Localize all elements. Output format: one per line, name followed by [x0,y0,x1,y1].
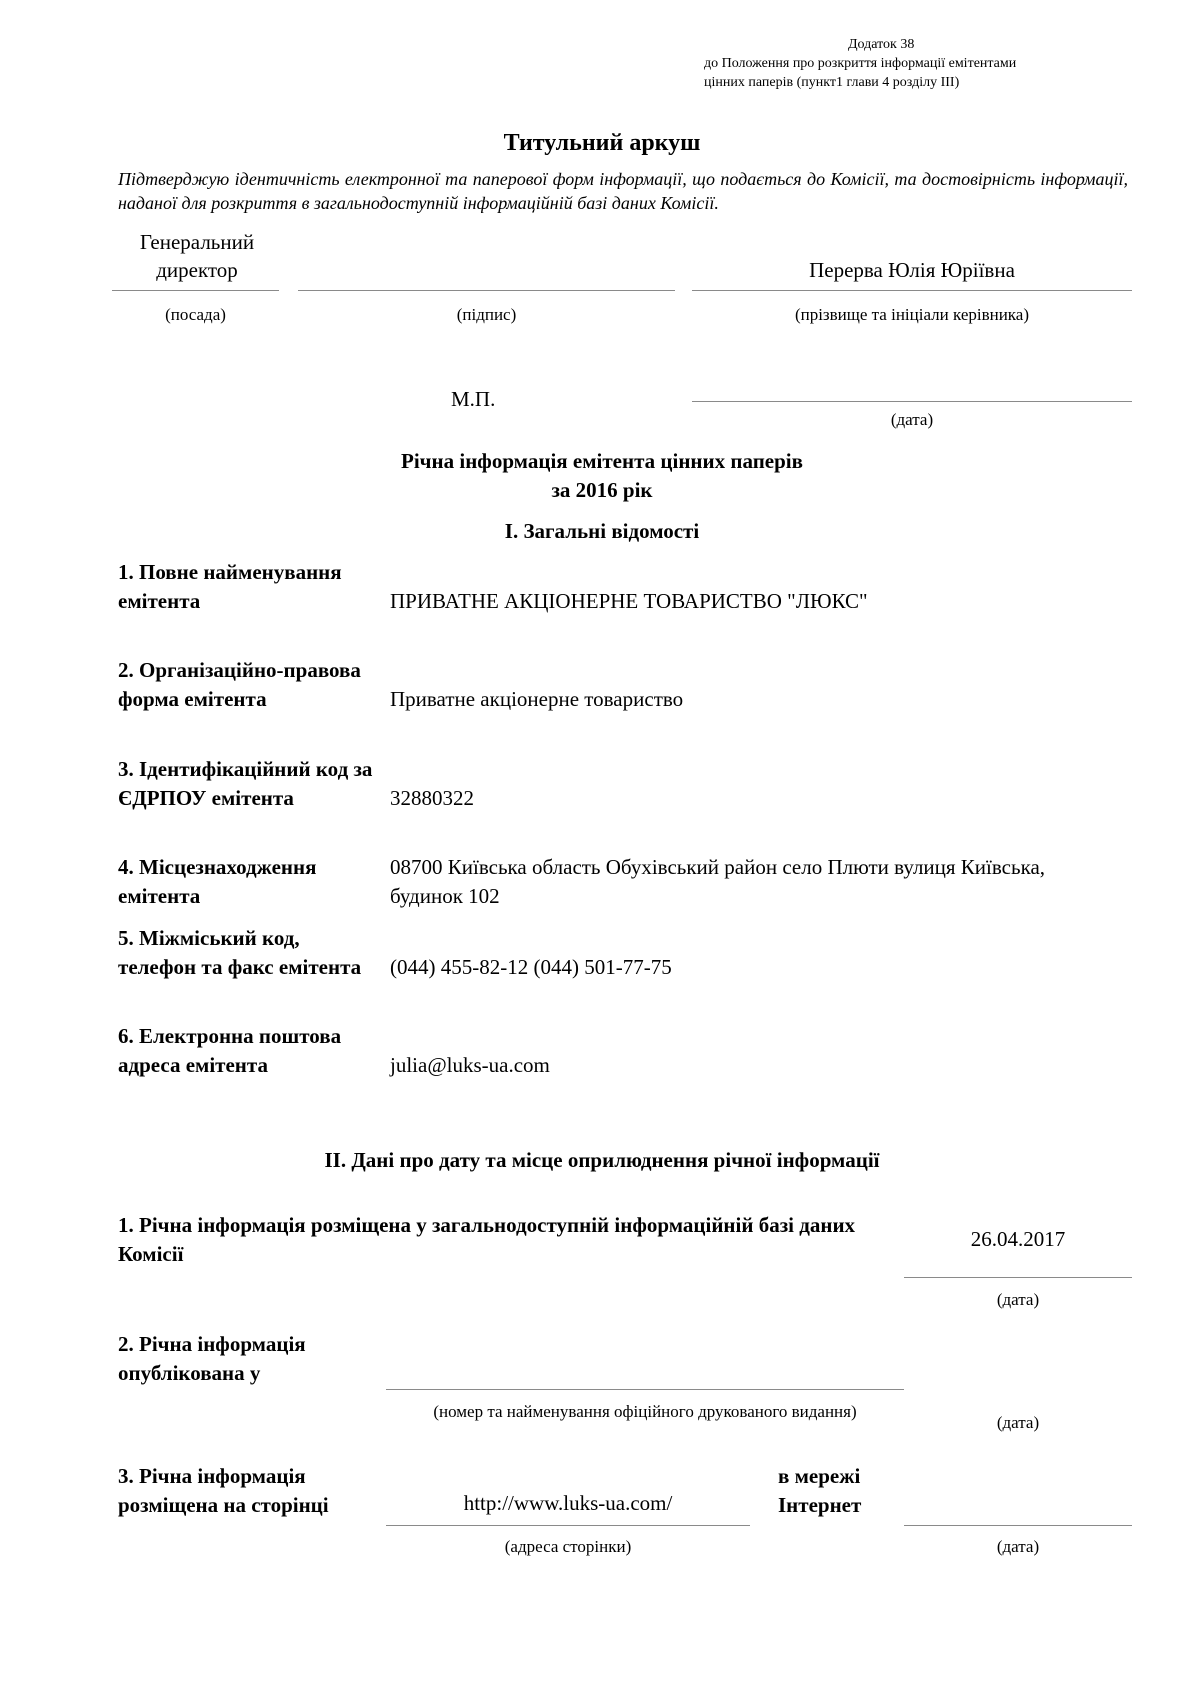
info-value: ПРИВАТНЕ АКЦІОНЕРНЕ ТОВАРИСТВО "ЛЮКС" [390,589,868,613]
info-label: 3. Ідентифікаційний код за ЄДРПОУ емітента [118,757,373,810]
report-year: за 2016 рік [551,478,653,502]
caption-date: (дата) [890,410,934,429]
caption-name: (прізвище та ініціали керівника) [794,305,1030,324]
publication-database-label: 1. Річна інформація розміщена у загальнодоступній інформаційній базі даних Комісії [118,1213,856,1266]
website-url-line [386,1525,750,1526]
date-line [692,401,1132,402]
section2-heading: II. Дані про дату та місце оприлюднення річної інформації [324,1148,880,1172]
caption-date: (дата) [996,1413,1040,1432]
position-value [112,228,282,284]
position-line [112,290,279,291]
info-label: 2. Організаційно-правова форма емітента [118,658,361,711]
page-title: Титульний аркуш [503,130,701,156]
info-label: 6. Електронна поштова адреса емітента [118,1024,342,1077]
publication-print-label: 2. Річна інформація опублікована у [118,1332,306,1385]
caption-signature: (підпис) [456,305,517,324]
info-label: 4. Місцезнаходження емітента [118,855,317,908]
print-edition-line [386,1389,904,1390]
internet-suffix: в мережі Інтернет [778,1464,862,1517]
appendix-reference-line1: до Положення про розкриття інформації емітентами [704,56,1017,71]
position-line1: Генеральний [139,230,255,254]
info-label: 1. Повне найменування емітента [118,560,342,613]
website-url: http://www.luks-ua.com/ [463,1491,673,1515]
caption-page-address: (адреса сторінки) [504,1537,632,1556]
info-label: 5. Міжміський код, телефон та факс емітента [118,926,362,979]
caption-print-edition: (номер та найменування офіційного друкованого видання) [433,1402,857,1421]
info-value: julia@luks-ua.com [390,1053,550,1077]
name-line [692,290,1132,291]
info-value: (044) 455-82-12 (044) 501-77-75 [390,955,672,979]
section1-heading: I. Загальні відомості [504,519,700,543]
stamp-mark: М.П. [451,387,496,411]
web-date-line [904,1525,1132,1526]
info-value: Приватне акціонерне товариство [390,687,684,711]
caption-position: (посада) [165,305,226,324]
publication-web-label: 3. Річна інформація розміщена на сторінці [118,1464,329,1517]
caption-date: (дата) [996,1290,1040,1309]
info-value: 08700 Київська область Обухівський район село Плюти вулиця Київська, будинок 102 [390,855,1046,908]
report-title: Річна інформація емітента цінних паперів [401,449,803,473]
appendix-number: Додаток 38 [848,37,915,52]
publication-database-date: 26.04.2017 [970,1227,1066,1251]
confirmation-text: Підтверджую ідентичність електронної та паперової форм інформації, що подається до Комісії, та достовірність інформації, наданої для розкриття в загальнодоступній інформаційній базі даних Комісії. [118,169,1128,213]
director-name: Перерва Юлія Юріївна [809,258,1015,282]
signature-line [298,290,675,291]
info-value: 32880322 [390,786,474,810]
caption-date: (дата) [996,1537,1040,1556]
appendix-reference-line2: цінних паперів (пункт1 глави 4 розділу ІІІ) [704,75,960,90]
publication-database-date-line [904,1277,1132,1278]
position-line2: директор [156,258,238,282]
